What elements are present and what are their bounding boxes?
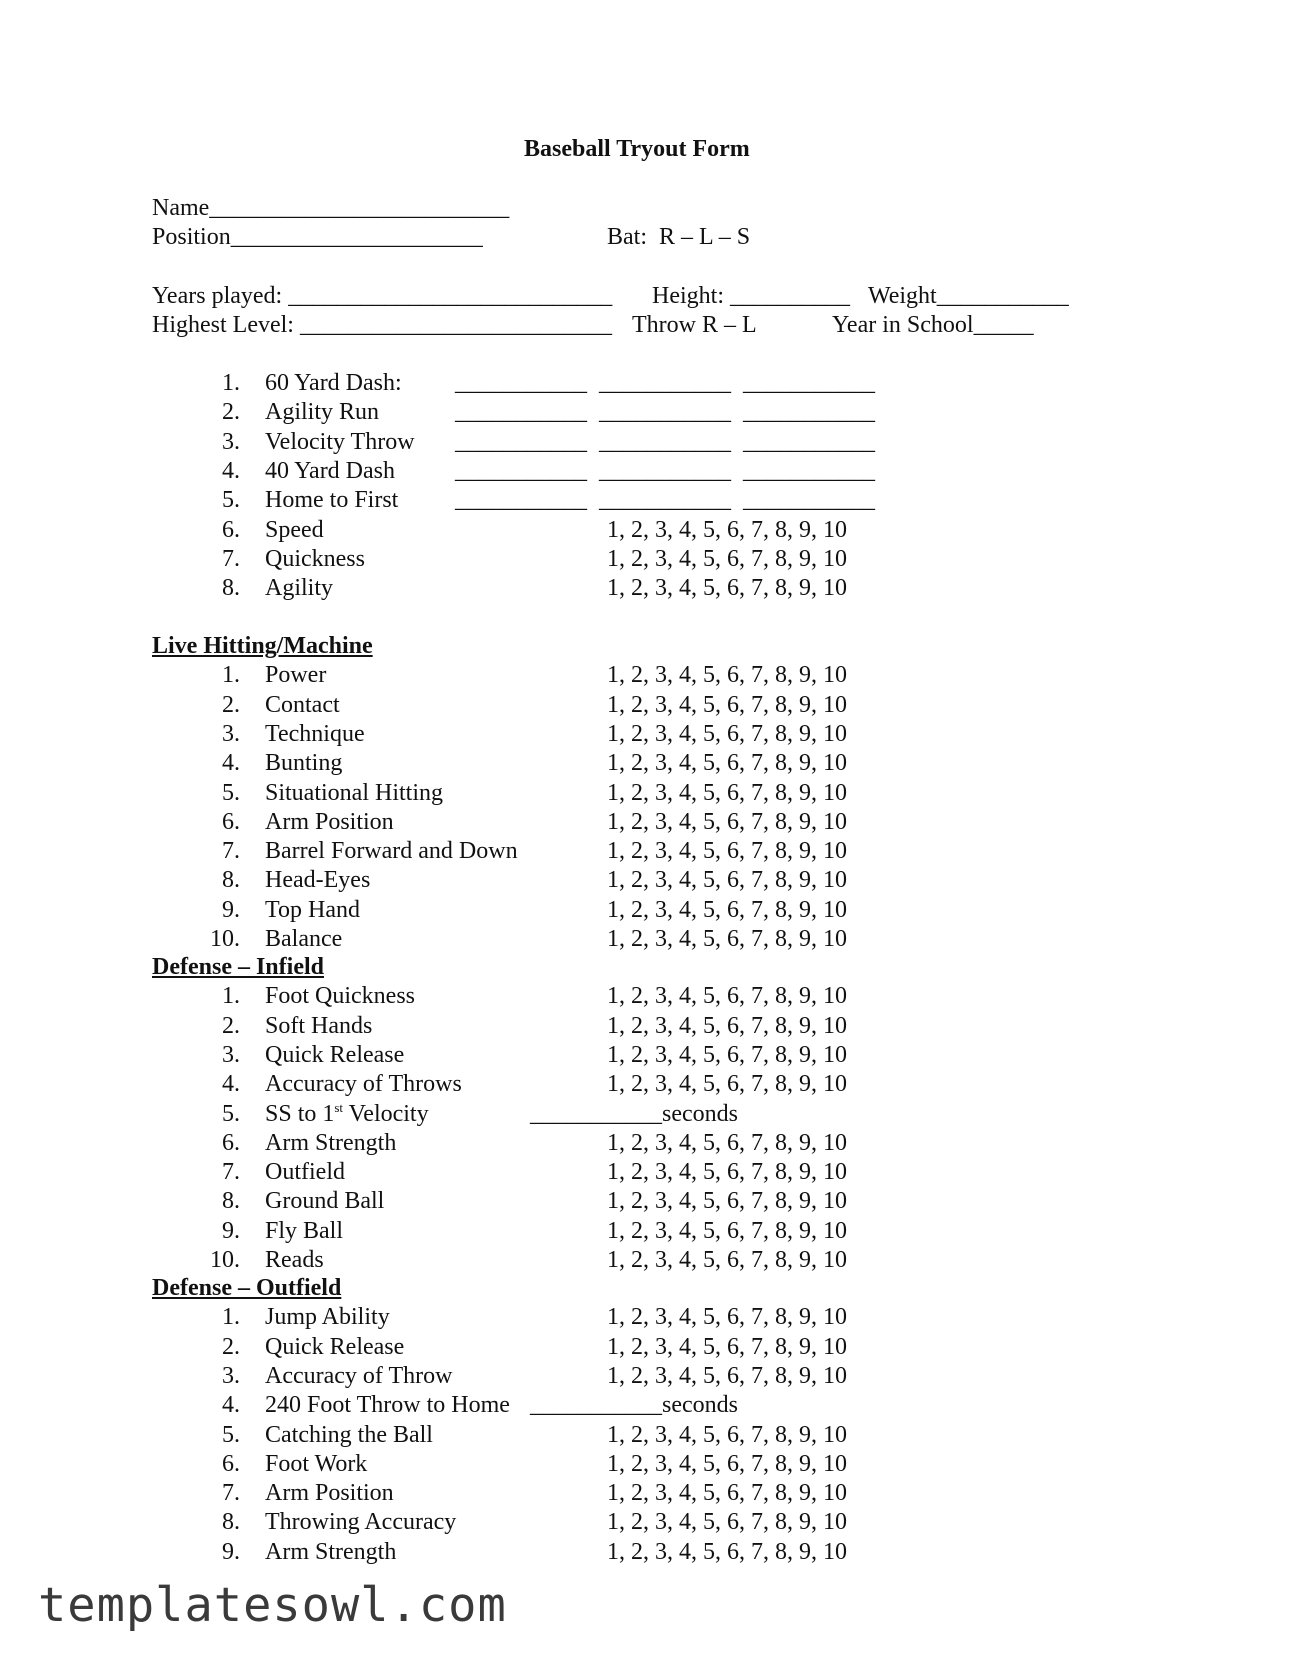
- rating-scale[interactable]: 1, 2, 3, 4, 5, 6, 7, 8, 9, 10: [607, 1304, 847, 1331]
- row-label: Throwing Accuracy: [265, 1509, 457, 1536]
- row-number: 2.: [222, 399, 240, 426]
- row-label: Top Hand: [265, 896, 360, 923]
- weight-field[interactable]: Weight___________: [868, 283, 1069, 309]
- row-label-text: Velocity: [343, 1100, 429, 1127]
- row-label: Situational Hitting: [265, 779, 443, 806]
- rating-scale[interactable]: 1, 2, 3, 4, 5, 6, 7, 8, 9, 10: [607, 1071, 847, 1098]
- row-number: 9.: [222, 1217, 240, 1244]
- watermark: templatesowl.com: [38, 1578, 507, 1633]
- row-label-superscript: st: [334, 1099, 344, 1115]
- row-number: 3.: [222, 1362, 240, 1389]
- row-label: Quick Release: [265, 1333, 405, 1360]
- rating-scale[interactable]: 1, 2, 3, 4, 5, 6, 7, 8, 9, 10: [607, 691, 847, 718]
- row-number: 2.: [222, 691, 240, 718]
- row-label: Bunting: [265, 750, 343, 777]
- row-number: 1.: [222, 662, 240, 689]
- row-number: 6.: [222, 516, 240, 543]
- row-number: 5.: [222, 779, 240, 806]
- row-number: 5.: [222, 1421, 240, 1448]
- section-heading: Defense – Outfield: [152, 1275, 342, 1301]
- position-field[interactable]: Position_____________________: [152, 224, 483, 250]
- row-label: Agility: [265, 575, 334, 602]
- years-played-field[interactable]: Years played: ___________________________: [152, 283, 613, 309]
- entry-blank[interactable]: ___________ ___________ ___________: [455, 487, 875, 514]
- rating-scale[interactable]: 1, 2, 3, 4, 5, 6, 7, 8, 9, 10: [607, 779, 847, 806]
- rating-scale[interactable]: 1, 2, 3, 4, 5, 6, 7, 8, 9, 10: [607, 896, 847, 923]
- row-label: Home to First: [265, 487, 399, 514]
- row-number: 5.: [222, 487, 240, 514]
- row-number: 3.: [222, 428, 240, 455]
- row-label: Reads: [265, 1247, 324, 1273]
- rating-scale[interactable]: 1, 2, 3, 4, 5, 6, 7, 8, 9, 10: [607, 575, 847, 602]
- row-number: 1.: [222, 370, 240, 396]
- row-number: 10.: [210, 1247, 240, 1273]
- row-label: Foot Quickness: [265, 983, 415, 1010]
- entry-blank[interactable]: ___________seconds: [530, 1392, 738, 1419]
- rating-scale[interactable]: 1, 2, 3, 4, 5, 6, 7, 8, 9, 10: [607, 1012, 847, 1039]
- row-label: Technique: [265, 720, 365, 747]
- rating-scale[interactable]: 1, 2, 3, 4, 5, 6, 7, 8, 9, 10: [607, 1247, 847, 1273]
- row-number: 1.: [222, 983, 240, 1010]
- row-label: Quick Release: [265, 1041, 405, 1068]
- height-field[interactable]: Height: __________: [652, 283, 850, 309]
- rating-scale[interactable]: 1, 2, 3, 4, 5, 6, 7, 8, 9, 10: [607, 1450, 847, 1477]
- row-number: 8.: [222, 1509, 240, 1536]
- section-heading: Live Hitting/Machine: [152, 633, 373, 659]
- entry-blank[interactable]: ___________ ___________ ___________: [455, 370, 875, 396]
- rating-scale[interactable]: 1, 2, 3, 4, 5, 6, 7, 8, 9, 10: [607, 750, 847, 777]
- row-number: 9.: [222, 1538, 240, 1565]
- rating-scale[interactable]: 1, 2, 3, 4, 5, 6, 7, 8, 9, 10: [607, 808, 847, 835]
- row-number: 2.: [222, 1333, 240, 1360]
- row-number: 7.: [222, 1480, 240, 1507]
- row-number: 6.: [222, 808, 240, 835]
- rating-scale[interactable]: 1, 2, 3, 4, 5, 6, 7, 8, 9, 10: [607, 720, 847, 747]
- row-label: Agility Run: [265, 399, 380, 426]
- rating-scale[interactable]: 1, 2, 3, 4, 5, 6, 7, 8, 9, 10: [607, 926, 847, 952]
- rating-scale[interactable]: 1, 2, 3, 4, 5, 6, 7, 8, 9, 10: [607, 1362, 847, 1389]
- row-label: Accuracy of Throw: [265, 1362, 453, 1389]
- section-heading: Defense – Infield: [152, 954, 324, 980]
- entry-blank[interactable]: ___________ ___________ ___________: [455, 457, 875, 484]
- row-label: Quickness: [265, 545, 365, 572]
- row-number: 10.: [210, 926, 240, 952]
- row-label-text: SS to 1: [265, 1100, 335, 1127]
- row-label: Catching the Ball: [265, 1421, 433, 1448]
- row-label: Velocity Throw: [265, 428, 415, 455]
- row-label: Fly Ball: [265, 1217, 344, 1244]
- row-number: 3.: [222, 1041, 240, 1068]
- row-number: 7.: [222, 545, 240, 572]
- rating-scale[interactable]: 1, 2, 3, 4, 5, 6, 7, 8, 9, 10: [607, 662, 847, 689]
- rating-scale[interactable]: 1, 2, 3, 4, 5, 6, 7, 8, 9, 10: [607, 1188, 847, 1215]
- row-label: Power: [265, 662, 327, 689]
- row-number: 7.: [222, 1159, 240, 1186]
- entry-blank[interactable]: ___________ ___________ ___________: [455, 399, 875, 426]
- rating-scale[interactable]: 1, 2, 3, 4, 5, 6, 7, 8, 9, 10: [607, 1217, 847, 1244]
- rating-scale[interactable]: 1, 2, 3, 4, 5, 6, 7, 8, 9, 10: [607, 516, 847, 543]
- row-label: 60 Yard Dash:: [265, 370, 402, 396]
- row-label: 40 Yard Dash: [265, 457, 396, 484]
- row-number: 6.: [222, 1450, 240, 1477]
- row-label: Arm Strength: [265, 1129, 397, 1156]
- throw-option[interactable]: Throw R – L: [632, 312, 757, 338]
- rating-scale[interactable]: 1, 2, 3, 4, 5, 6, 7, 8, 9, 10: [607, 838, 847, 865]
- row-number: 8.: [222, 1188, 240, 1215]
- rating-scale[interactable]: 1, 2, 3, 4, 5, 6, 7, 8, 9, 10: [607, 1041, 847, 1068]
- entry-blank[interactable]: ___________seconds: [530, 1100, 738, 1127]
- row-label: Ground Ball: [265, 1188, 385, 1215]
- row-label: Arm Position: [265, 808, 394, 835]
- row-number: 4.: [222, 1071, 240, 1098]
- row-label: [265, 1099, 429, 1127]
- rating-scale[interactable]: 1, 2, 3, 4, 5, 6, 7, 8, 9, 10: [607, 1538, 847, 1565]
- page-title: Baseball Tryout Form: [524, 136, 750, 162]
- rating-scale[interactable]: 1, 2, 3, 4, 5, 6, 7, 8, 9, 10: [607, 1480, 847, 1507]
- rating-scale[interactable]: 1, 2, 3, 4, 5, 6, 7, 8, 9, 10: [607, 1421, 847, 1448]
- rating-scale[interactable]: 1, 2, 3, 4, 5, 6, 7, 8, 9, 10: [607, 1333, 847, 1360]
- row-label: Arm Position: [265, 1480, 394, 1507]
- row-label: 240 Foot Throw to Home: [265, 1392, 510, 1419]
- row-number: 7.: [222, 838, 240, 865]
- row-label: Soft Hands: [265, 1012, 373, 1039]
- row-number: 6.: [222, 1129, 240, 1156]
- bat-option[interactable]: Bat: R – L – S: [607, 224, 751, 250]
- row-number: 2.: [222, 1012, 240, 1039]
- rating-scale[interactable]: 1, 2, 3, 4, 5, 6, 7, 8, 9, 10: [607, 1129, 847, 1156]
- row-label: Contact: [265, 691, 340, 718]
- row-label: Arm Strength: [265, 1538, 397, 1565]
- row-label: Jump Ability: [265, 1304, 390, 1331]
- row-label: Accuracy of Throws: [265, 1071, 462, 1098]
- row-number: 8.: [222, 867, 240, 894]
- row-number: 9.: [222, 896, 240, 923]
- row-number: 4.: [222, 1392, 240, 1419]
- rating-scale[interactable]: 1, 2, 3, 4, 5, 6, 7, 8, 9, 10: [607, 983, 847, 1010]
- row-label: Foot Work: [265, 1450, 368, 1477]
- rating-scale[interactable]: 1, 2, 3, 4, 5, 6, 7, 8, 9, 10: [607, 867, 847, 894]
- row-number: 1.: [222, 1304, 240, 1331]
- row-label: Outfield: [265, 1159, 345, 1186]
- row-label: Barrel Forward and Down: [265, 838, 518, 865]
- entry-blank[interactable]: ___________ ___________ ___________: [455, 428, 875, 455]
- row-number: 5.: [222, 1100, 240, 1127]
- row-number: 4.: [222, 750, 240, 777]
- year-in-school-field[interactable]: Year in School_____: [832, 312, 1034, 338]
- rating-scale[interactable]: 1, 2, 3, 4, 5, 6, 7, 8, 9, 10: [607, 1159, 847, 1186]
- rating-scale[interactable]: 1, 2, 3, 4, 5, 6, 7, 8, 9, 10: [607, 1509, 847, 1536]
- row-label: Balance: [265, 926, 343, 952]
- highest-level-field[interactable]: Highest Level: __________________________: [152, 312, 612, 338]
- row-number: 3.: [222, 720, 240, 747]
- rating-scale[interactable]: 1, 2, 3, 4, 5, 6, 7, 8, 9, 10: [607, 545, 847, 572]
- row-number: 4.: [222, 457, 240, 484]
- row-label: Speed: [265, 516, 324, 543]
- row-label: Head-Eyes: [265, 867, 371, 894]
- row-number: 8.: [222, 575, 240, 602]
- name-field[interactable]: Name_________________________: [152, 195, 510, 221]
